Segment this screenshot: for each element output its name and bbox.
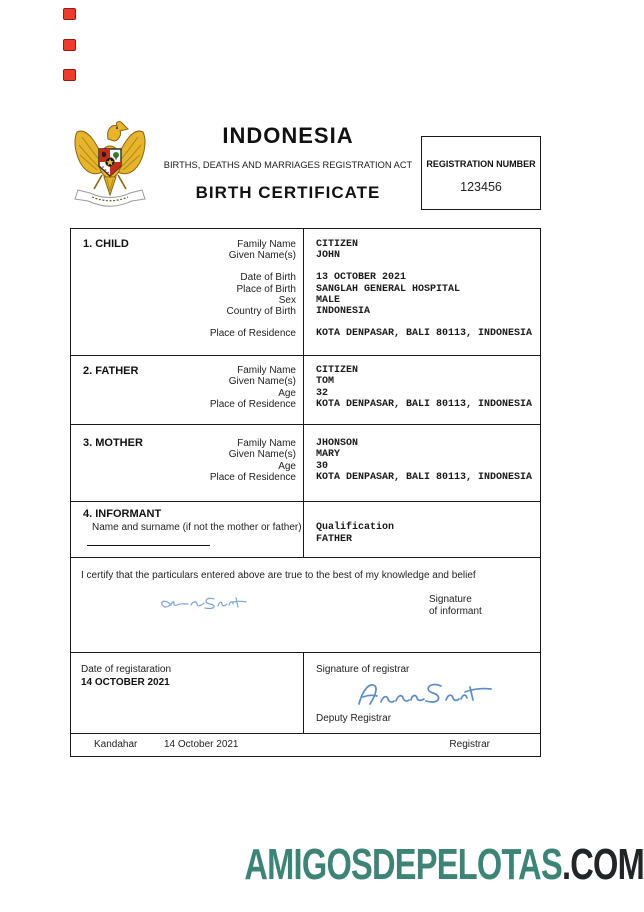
- registration-number-label: REGISTRATION NUMBER: [426, 159, 536, 169]
- deputy-registrar-label: Deputy Registrar: [316, 713, 392, 724]
- field-label: Place of Residence: [209, 399, 296, 411]
- field-label: Family Name: [237, 438, 296, 449]
- garuda-pancasila-emblem: [72, 117, 148, 210]
- document-title: BIRTH CERTIFICATE: [195, 183, 381, 202]
- column-divider: [303, 229, 305, 355]
- field-value: MARY: [316, 449, 341, 461]
- section-informant-title: 4. INFORMANT: [83, 508, 162, 520]
- field-value: 13 OCTOBER 2021: [316, 272, 407, 284]
- section-mother: [71, 425, 540, 502]
- site-watermark: [244, 840, 644, 890]
- registration-number-value: 123456: [460, 180, 502, 194]
- field-label: Family Name: [237, 365, 296, 376]
- section-child-title: 1. CHILD: [83, 238, 129, 250]
- signature-caption-line: of informant: [429, 606, 482, 617]
- column-divider: [303, 502, 305, 557]
- qualification-label: Qualification: [316, 522, 395, 533]
- registration-place: Kandahar: [94, 739, 138, 750]
- section-child: [71, 229, 540, 356]
- field-label: Date of Birth: [240, 272, 296, 284]
- registrar-signature-label: Signature of registrar: [316, 664, 410, 675]
- column-divider: [303, 653, 305, 733]
- field-label: Age: [278, 387, 296, 399]
- informant-signature-caption: [429, 594, 482, 618]
- registration-number-box: [421, 136, 541, 210]
- registration-date-value: 14 OCTOBER 2021: [81, 677, 170, 688]
- field-value: CITIZEN: [316, 239, 359, 250]
- section-certification: [71, 558, 540, 653]
- informant-note: Name and surname (if not the mother or father): [92, 522, 302, 533]
- act-subtitle: BIRTHS, DEATHS AND MARRIAGES REGISTRATION ACT: [163, 160, 413, 170]
- field-label: Country of Birth: [226, 306, 296, 318]
- field-value: JHONSON: [316, 438, 359, 449]
- registrar-role-label: Registrar: [449, 739, 490, 750]
- qualification-value: FATHER: [316, 534, 353, 545]
- field-label: Given Name(s): [228, 376, 296, 388]
- field-label: Given Name(s): [228, 449, 296, 461]
- field-value: SANGLAH GENERAL HOSPITAL: [316, 283, 461, 295]
- registration-footer-date: 14 October 2021: [164, 739, 239, 750]
- field-label: Place of Birth: [236, 283, 296, 295]
- certificate-table: [70, 228, 541, 757]
- field-label: Family Name: [237, 239, 296, 250]
- field-label: Place of Residence: [209, 328, 296, 340]
- section-father-title: 2. FATHER: [83, 365, 139, 377]
- section-father: [71, 356, 540, 425]
- broken-image-icon: [63, 39, 76, 51]
- watermark-name: AMIGOSDEPELOTAS: [244, 840, 562, 889]
- informant-name-blank-line: [87, 545, 210, 546]
- country-title: INDONESIA: [222, 123, 354, 148]
- watermark-tld: .COM: [561, 840, 644, 889]
- section-registration: [71, 653, 540, 734]
- field-value: INDONESIA: [316, 306, 371, 318]
- section-mother-title: 3. MOTHER: [83, 437, 143, 449]
- field-value: CITIZEN: [316, 365, 359, 376]
- field-value: KOTA DENPASAR, BALI 80113, INDONESIA: [316, 399, 533, 411]
- field-value: JOHN: [316, 250, 341, 262]
- field-value: KOTA DENPASAR, BALI 80113, INDONESIA: [316, 472, 533, 484]
- field-value: 32: [316, 387, 329, 399]
- broken-image-icon: [63, 69, 76, 81]
- registrar-signature: [349, 675, 495, 713]
- column-divider: [303, 356, 305, 424]
- field-value: TOM: [316, 376, 335, 388]
- field-value: 30: [316, 460, 329, 472]
- field-value: KOTA DENPASAR, BALI 80113, INDONESIA: [316, 328, 533, 340]
- registration-date-label: Date of registaration: [81, 664, 172, 675]
- column-divider: [303, 425, 305, 501]
- field-label: Place of Residence: [209, 472, 296, 484]
- section-footer: [71, 734, 540, 758]
- signature-caption-line: Signature: [429, 594, 472, 605]
- broken-image-icon: [63, 8, 76, 20]
- section-informant: [71, 502, 540, 558]
- field-label: Given Name(s): [228, 250, 296, 262]
- field-value: MALE: [316, 295, 341, 307]
- field-label: Age: [278, 460, 296, 472]
- certification-statement: I certify that the particulars entered above are true to the best of my knowledge and belief: [81, 570, 476, 581]
- informant-signature: [157, 592, 249, 616]
- field-label: Sex: [278, 295, 296, 307]
